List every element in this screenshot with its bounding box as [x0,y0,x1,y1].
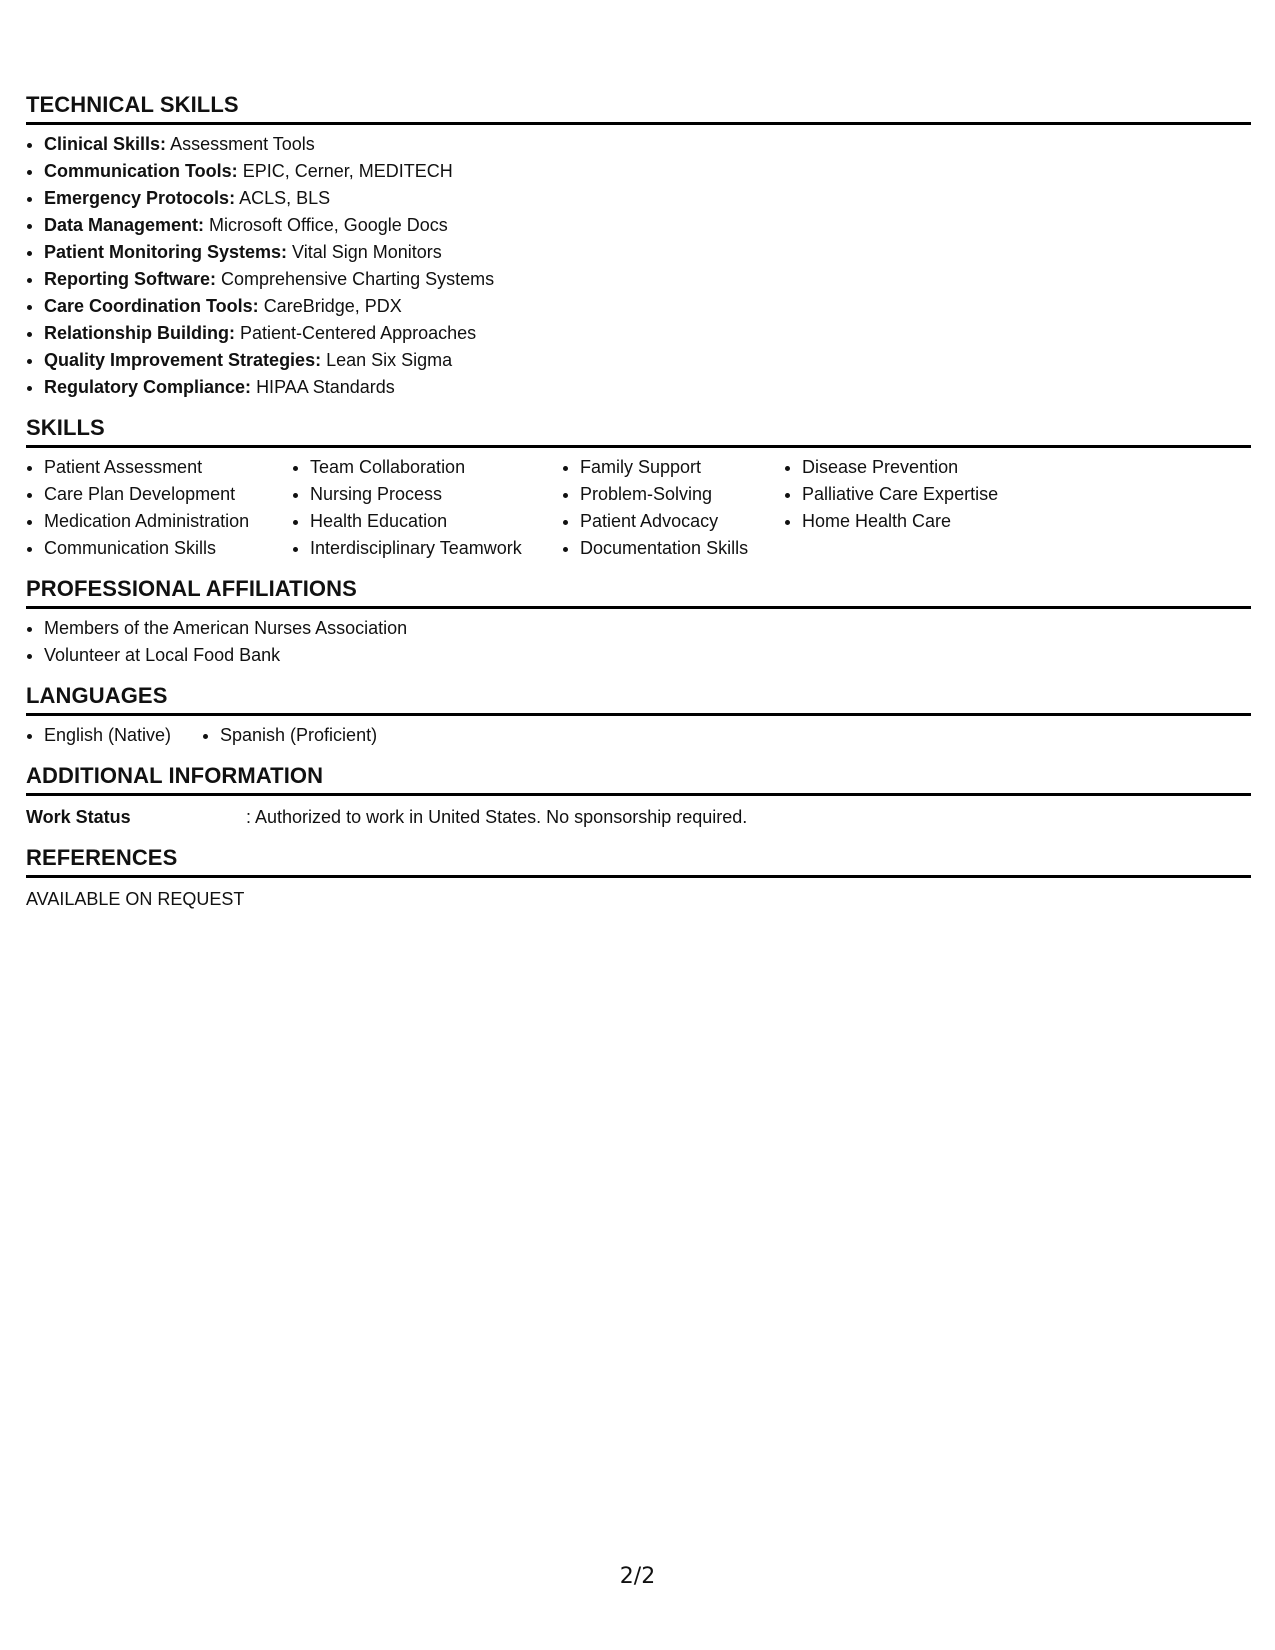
skill-label: Care Coordination Tools: [44,296,259,316]
skill-label: Regulatory Compliance: [44,377,252,397]
skill-value: EPIC, Cerner, MEDITECH [242,161,453,181]
list-item: • Health Education [310,508,562,535]
technical-skills-section [26,92,1251,401]
skill-value: Assessment Tools [170,134,315,154]
list-item: • Care Plan Development [44,481,292,508]
list-item: • Patient Advocacy [580,508,784,535]
skills-column [562,454,784,562]
list-item [44,212,1251,239]
skill-label: Patient Monitoring Systems: [44,242,288,262]
list-item: • Palliative Care Expertise [802,481,1062,508]
resume-page [26,92,1251,913]
work-status-row [26,804,1251,831]
page-number: 2/2 [619,1564,656,1589]
list-item [44,320,1251,347]
languages-heading: LANGUAGES [26,683,1251,716]
skill-label: Data Management: [44,215,205,235]
skill-value: ACLS, BLS [239,188,331,208]
additional-info-heading: ADDITIONAL INFORMATION [26,763,1251,796]
affiliations-list [26,615,1251,669]
languages-section [26,683,1251,749]
work-status-value: : Authorized to work in United States. No sponsorship required. [246,807,748,827]
list-item [44,239,1251,266]
skills-grid [26,454,1251,562]
list-item: • Patient Assessment [44,454,292,481]
skill-label: Clinical Skills: [44,134,167,154]
skill-label: Quality Improvement Strategies: [44,350,322,370]
list-item [44,374,1251,401]
list-item: • Documentation Skills [580,535,784,562]
list-item [44,158,1251,185]
skill-value: Comprehensive Charting Systems [221,269,495,289]
list-item: • English (Native) [44,722,202,749]
skill-value: CareBridge, PDX [263,296,402,316]
list-item [44,347,1251,374]
languages-row [26,722,1251,749]
skills-column [292,454,562,562]
technical-skills-list [26,131,1251,401]
skill-value: Vital Sign Monitors [292,242,442,262]
list-item: • Medication Administration [44,508,292,535]
list-item: • Communication Skills [44,535,292,562]
list-item [44,293,1251,320]
references-text: AVAILABLE ON REQUEST [26,889,245,909]
skill-value: Microsoft Office, Google Docs [209,215,448,235]
affiliations-heading: PROFESSIONAL AFFILIATIONS [26,576,1251,609]
list-item: • Problem-Solving [580,481,784,508]
list-item: • Spanish (Proficient) [220,722,377,749]
skill-value: Patient-Centered Approaches [240,323,477,343]
references-section [26,845,1251,913]
skills-column [784,454,1062,562]
list-item: • Members of the American Nurses Association [44,615,1251,642]
skill-label: Relationship Building: [44,323,235,343]
list-item: • Family Support [580,454,784,481]
references-heading: REFERENCES [26,845,1251,878]
work-status-label: Work Status [26,807,131,827]
list-item: • Nursing Process [310,481,562,508]
skills-column [26,454,292,562]
skill-label: Emergency Protocols: [44,188,236,208]
list-item: • Home Health Care [802,508,1062,535]
skills-section [26,415,1251,562]
list-item: • Interdisciplinary Teamwork [310,535,562,562]
list-item: • Disease Prevention [802,454,1062,481]
skill-value: HIPAA Standards [256,377,395,397]
list-item [44,185,1251,212]
affiliations-section [26,576,1251,669]
list-item: • Team Collaboration [310,454,562,481]
skill-label: Reporting Software: [44,269,217,289]
list-item [44,131,1251,158]
languages-list [26,722,202,749]
skill-label: Communication Tools: [44,161,238,181]
additional-info-section [26,763,1251,831]
list-item [44,266,1251,293]
list-item: • Volunteer at Local Food Bank [44,642,1251,669]
skills-heading: SKILLS [26,415,1251,448]
languages-list [202,722,377,749]
technical-skills-heading: TECHNICAL SKILLS [26,92,1251,125]
skill-value: Lean Six Sigma [326,350,453,370]
